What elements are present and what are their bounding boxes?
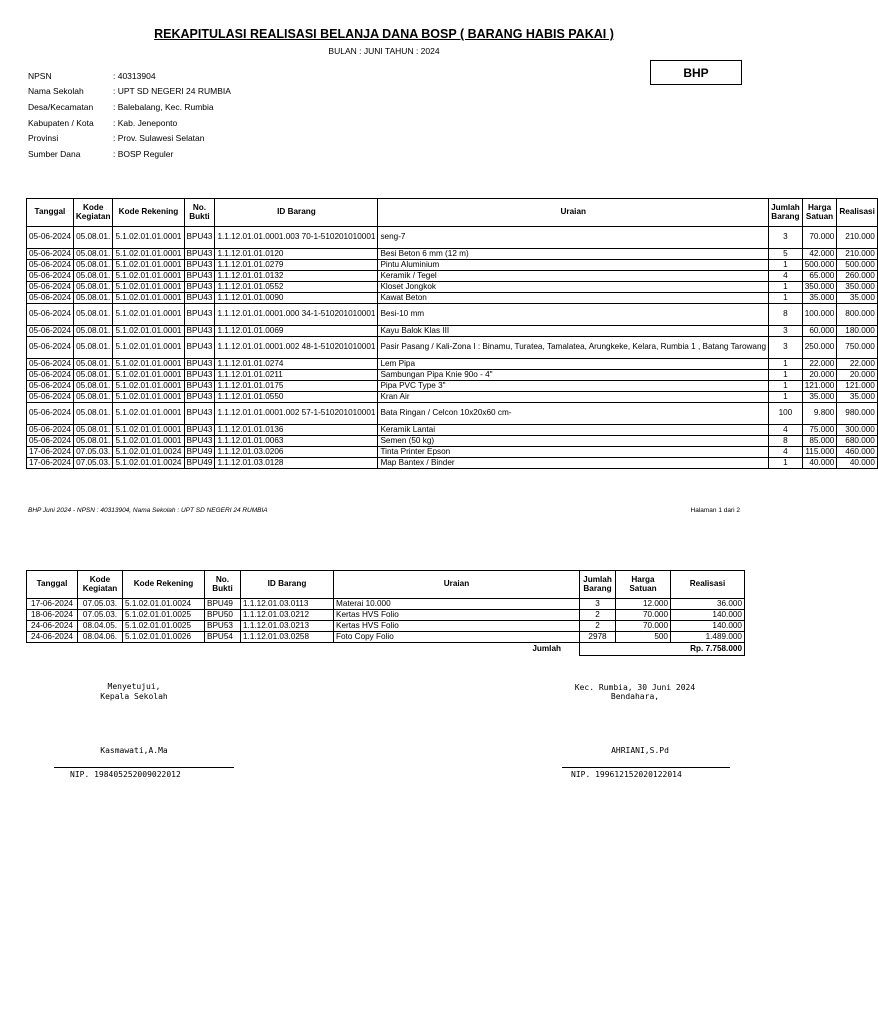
cell-kode-kegiatan: 05.08.01.	[73, 370, 113, 381]
cell-kode-kegiatan: 05.08.01.	[73, 425, 113, 436]
table-row	[27, 436, 878, 447]
cell-uraian: Kayu Balok Klas III	[378, 326, 769, 337]
total-label: Jumlah	[27, 643, 580, 656]
cell-id-barang: 1.1.12.01.03.0206	[215, 447, 378, 458]
cell-uraian: Besi Beton 6 mm (12 m)	[378, 249, 769, 260]
info-row	[28, 99, 231, 115]
info-label: Provinsi	[28, 133, 59, 144]
cell-kode-kegiatan: 05.08.01.	[73, 326, 113, 337]
signature-line-left	[54, 767, 234, 768]
cell-harga-satuan: 70.000	[802, 227, 837, 249]
cell-harga-satuan: 500.000	[802, 260, 837, 271]
cell-jumlah-barang: 8	[769, 304, 803, 326]
cell-no-bukti: BPU43	[184, 359, 215, 370]
cell-no-bukti: BPU43	[184, 282, 215, 293]
info-value: : Prov. Sulawesi Selatan	[113, 133, 205, 144]
cell-jumlah-barang: 2	[580, 621, 616, 632]
cell-jumlah-barang: 1	[769, 458, 803, 469]
cell-realisasi: 121.000	[837, 381, 878, 392]
cell-harga-satuan: 121.000	[802, 381, 837, 392]
cell-no-bukti: BPU43	[184, 260, 215, 271]
cell-tanggal: 05-06-2024	[27, 381, 74, 392]
table-row	[27, 293, 878, 304]
cell-harga-satuan: 40.000	[802, 458, 837, 469]
cell-id-barang: 1.1.12.01.01.0001.002 57-1-510201010001	[215, 403, 378, 425]
col-tanggal: Tanggal	[27, 199, 74, 227]
treasurer-name: AHRIANI,S.Pd	[611, 746, 669, 755]
table-row	[27, 260, 878, 271]
cell-tanggal: 05-06-2024	[27, 282, 74, 293]
info-label: Nama Sekolah	[28, 86, 84, 97]
cell-tanggal: 05-06-2024	[27, 359, 74, 370]
cell-harga-satuan: 70.000	[616, 621, 671, 632]
cell-kode-rekening: 5.1.02.01.01.0001	[113, 304, 184, 326]
cell-realisasi: 35.000	[837, 293, 878, 304]
cell-realisasi: 460.000	[837, 447, 878, 458]
cell-uraian: Pintu Aluminium	[378, 260, 769, 271]
col-jumlah-barang: Jumlah Barang	[769, 199, 803, 227]
col-jumlah-barang: Jumlah Barang	[580, 571, 616, 599]
cell-no-bukti: BPU54	[205, 632, 241, 643]
cell-jumlah-barang: 5	[769, 249, 803, 260]
cell-kode-rekening: 5.1.02.01.01.0001	[113, 403, 184, 425]
cell-kode-kegiatan: 05.08.01.	[73, 436, 113, 447]
col-harga-satuan: Harga Satuan	[616, 571, 671, 599]
table-row	[27, 282, 878, 293]
cell-tanggal: 05-06-2024	[27, 260, 74, 271]
cell-id-barang: 1.1.12.01.01.0090	[215, 293, 378, 304]
cell-no-bukti: BPU49	[205, 599, 241, 610]
cell-kode-rekening: 5.1.02.01.01.0001	[113, 337, 184, 359]
cell-jumlah-barang: 8	[769, 436, 803, 447]
info-value: : Balebalang, Kec. Rumbia	[113, 101, 214, 112]
cell-jumlah-barang: 1	[769, 392, 803, 403]
col-kode-kegiatan: Kode Kegiatan	[78, 571, 123, 599]
cell-realisasi: 300.000	[837, 425, 878, 436]
info-value: : 40313904	[113, 70, 156, 81]
cell-jumlah-barang: 100	[769, 403, 803, 425]
table-row	[27, 610, 745, 621]
cell-id-barang: 1.1.12.01.01.0001.003 70-1-510201010001	[215, 227, 378, 249]
cell-uraian: Kertas HVS Folio	[334, 621, 580, 632]
cell-no-bukti: BPU43	[184, 425, 215, 436]
cell-kode-kegiatan: 05.08.01.	[73, 227, 113, 249]
cell-harga-satuan: 70.000	[616, 610, 671, 621]
cell-no-bukti: BPU50	[205, 610, 241, 621]
cell-uraian: Kawat Beton	[378, 293, 769, 304]
cell-tanggal: 05-06-2024	[27, 425, 74, 436]
table-row	[27, 304, 878, 326]
cell-id-barang: 1.1.12.01.03.0258	[241, 632, 334, 643]
cell-jumlah-barang: 2	[580, 610, 616, 621]
cell-kode-kegiatan: 08.04.06.	[78, 632, 123, 643]
cell-realisasi: 180.000	[837, 326, 878, 337]
cell-realisasi: 20.000	[837, 370, 878, 381]
table-row	[27, 447, 878, 458]
cell-id-barang: 1.1.12.01.01.0552	[215, 282, 378, 293]
info-label: Kabupaten / Kota	[28, 117, 94, 128]
cell-jumlah-barang: 3	[769, 326, 803, 337]
treasurer-role: Bendahara,	[610, 692, 660, 701]
cell-harga-satuan: 12.000	[616, 599, 671, 610]
info-label: Sumber Dana	[28, 148, 81, 159]
cell-realisasi: 210.000	[837, 249, 878, 260]
cell-tanggal: 05-06-2024	[27, 326, 74, 337]
cell-harga-satuan: 65.000	[802, 271, 837, 282]
cell-id-barang: 1.1.12.01.01.0136	[215, 425, 378, 436]
cell-kode-kegiatan: 05.08.01.	[73, 359, 113, 370]
signature-line-right	[562, 767, 730, 768]
cell-kode-rekening: 5.1.02.01.01.0001	[113, 370, 184, 381]
col-no-bukti: No. Bukti	[184, 199, 215, 227]
document-subtitle: BULAN : JUNI TAHUN : 2024	[328, 46, 440, 56]
cell-uraian: Kloset Jongkok	[378, 282, 769, 293]
table-row	[27, 337, 878, 359]
cell-uraian: Map Bantex / Binder	[378, 458, 769, 469]
cell-kode-rekening: 5.1.02.01.01.0001	[113, 260, 184, 271]
cell-realisasi: 750.000	[837, 337, 878, 359]
cell-id-barang: 1.1.12.01.03.0213	[241, 621, 334, 632]
cell-harga-satuan: 115.000	[802, 447, 837, 458]
table-header-row	[27, 199, 878, 227]
col-realisasi: Realisasi	[671, 571, 745, 599]
cell-kode-kegiatan: 07.05.03.	[73, 447, 113, 458]
cell-jumlah-barang: 4	[769, 447, 803, 458]
cell-tanggal: 18-06-2024	[27, 610, 78, 621]
cell-realisasi: 680.000	[837, 436, 878, 447]
info-row	[28, 130, 231, 146]
cell-realisasi: 350.000	[837, 282, 878, 293]
cell-realisasi: 210.000	[837, 227, 878, 249]
table-row	[27, 326, 878, 337]
cell-kode-kegiatan: 05.08.01.	[73, 293, 113, 304]
table-row	[27, 621, 745, 632]
info-value: : UPT SD NEGERI 24 RUMBIA	[113, 86, 231, 97]
info-value: : Kab. Jeneponto	[113, 117, 178, 128]
cell-uraian: seng-7	[378, 227, 769, 249]
cell-no-bukti: BPU43	[184, 227, 215, 249]
cell-realisasi: 40.000	[837, 458, 878, 469]
table-row	[27, 359, 878, 370]
cell-uraian: Semen (50 kg)	[378, 436, 769, 447]
approval-label: Menyetujui,	[107, 682, 161, 691]
cell-realisasi: 22.000	[837, 359, 878, 370]
cell-harga-satuan: 35.000	[802, 392, 837, 403]
cell-realisasi: 140.000	[671, 621, 745, 632]
cell-kode-kegiatan: 08.04.05.	[78, 621, 123, 632]
total-row	[27, 643, 745, 656]
cell-kode-rekening: 5.1.02.01.01.0025	[123, 621, 205, 632]
cell-jumlah-barang: 3	[769, 227, 803, 249]
cell-jumlah-barang: 1	[769, 282, 803, 293]
expense-table-page2	[26, 570, 745, 656]
cell-no-bukti: BPU53	[205, 621, 241, 632]
cell-tanggal: 05-06-2024	[27, 304, 74, 326]
document-title: REKAPITULASI REALISASI BELANJA DANA BOSP ( BARANG HABIS PAKAI )	[154, 27, 614, 41]
cell-kode-kegiatan: 05.08.01.	[73, 304, 113, 326]
table-row	[27, 458, 878, 469]
bhp-badge: BHP	[650, 60, 742, 85]
cell-kode-rekening: 5.1.02.01.01.0024	[123, 599, 205, 610]
cell-id-barang: 1.1.12.01.03.0113	[241, 599, 334, 610]
cell-no-bukti: BPU43	[184, 337, 215, 359]
info-row	[28, 68, 231, 84]
cell-kode-rekening: 5.1.02.01.01.0001	[113, 381, 184, 392]
table-row	[27, 370, 878, 381]
info-row	[28, 84, 231, 100]
col-kode-rekening: Kode Rekening	[113, 199, 184, 227]
col-kode-kegiatan: Kode Kegiatan	[73, 199, 113, 227]
col-realisasi: Realisasi	[837, 199, 878, 227]
cell-id-barang: 1.1.12.01.01.0175	[215, 381, 378, 392]
cell-jumlah-barang: 1	[769, 293, 803, 304]
cell-harga-satuan: 22.000	[802, 359, 837, 370]
col-harga-satuan: Harga Satuan	[802, 199, 837, 227]
info-row	[28, 146, 231, 162]
cell-tanggal: 05-06-2024	[27, 436, 74, 447]
cell-uraian: Bata Ringan / Celcon 10x20x60 cm-	[378, 403, 769, 425]
info-label: Desa/Kecamatan	[28, 101, 94, 112]
cell-tanggal: 05-06-2024	[27, 293, 74, 304]
cell-kode-kegiatan: 07.05.03.	[73, 458, 113, 469]
cell-realisasi: 800.000	[837, 304, 878, 326]
cell-realisasi: 1.489.000	[671, 632, 745, 643]
table-row	[27, 599, 745, 610]
col-tanggal: Tanggal	[27, 571, 78, 599]
cell-jumlah-barang: 1	[769, 260, 803, 271]
cell-harga-satuan: 350.000	[802, 282, 837, 293]
cell-tanggal: 05-06-2024	[27, 249, 74, 260]
expense-table-page1	[26, 198, 878, 469]
cell-tanggal: 05-06-2024	[27, 403, 74, 425]
cell-no-bukti: BPU43	[184, 249, 215, 260]
cell-realisasi: 36.000	[671, 599, 745, 610]
table-row	[27, 403, 878, 425]
cell-tanggal: 17-06-2024	[27, 599, 78, 610]
cell-no-bukti: BPU43	[184, 304, 215, 326]
cell-realisasi: 260.000	[837, 271, 878, 282]
col-uraian: Uraian	[334, 571, 580, 599]
info-row	[28, 115, 231, 131]
col-kode-rekening: Kode Rekening	[123, 571, 205, 599]
headmaster-role: Kepala Sekolah	[100, 692, 168, 701]
cell-kode-kegiatan: 05.08.01.	[73, 282, 113, 293]
info-value: : BOSP Reguler	[113, 148, 174, 159]
cell-uraian: Keramik / Tegel	[378, 271, 769, 282]
cell-harga-satuan: 35.000	[802, 293, 837, 304]
cell-kode-kegiatan: 05.08.01.	[73, 271, 113, 282]
cell-realisasi: 980.000	[837, 403, 878, 425]
cell-tanggal: 24-06-2024	[27, 632, 78, 643]
page-footer-left: BHP Juni 2024 - NPSN : 40313904, Nama Sekolah : UPT SD NEGERI 24 RUMBIA	[28, 507, 268, 514]
cell-jumlah-barang: 3	[580, 599, 616, 610]
cell-no-bukti: BPU49	[184, 458, 215, 469]
headmaster-nip: NIP. 198405252009022012	[70, 770, 181, 779]
cell-kode-rekening: 5.1.02.01.01.0001	[113, 271, 184, 282]
table-row	[27, 425, 878, 436]
table-row	[27, 249, 878, 260]
table-row	[27, 381, 878, 392]
cell-no-bukti: BPU49	[184, 447, 215, 458]
cell-harga-satuan: 20.000	[802, 370, 837, 381]
cell-kode-rekening: 5.1.02.01.01.0001	[113, 249, 184, 260]
cell-id-barang: 1.1.12.01.01.0132	[215, 271, 378, 282]
cell-uraian: Sambungan Pipa Knie 90o - 4"	[378, 370, 769, 381]
cell-kode-rekening: 5.1.02.01.01.0001	[113, 359, 184, 370]
cell-uraian: Materai 10.000	[334, 599, 580, 610]
table-header-row	[27, 571, 745, 599]
cell-kode-rekening: 5.1.02.01.01.0024	[113, 447, 184, 458]
cell-no-bukti: BPU43	[184, 403, 215, 425]
cell-uraian: Pasir Pasang / Kali-Zona I : Binamu, Turatea, Tamalatea, Arungkeke, Kelara, Rumbia 1 , Batang Tarowang	[378, 337, 769, 359]
cell-id-barang: 1.1.12.01.01.0120	[215, 249, 378, 260]
cell-kode-kegiatan: 05.08.01.	[73, 249, 113, 260]
cell-uraian: Lem Pipa	[378, 359, 769, 370]
cell-id-barang: 1.1.12.01.01.0274	[215, 359, 378, 370]
cell-harga-satuan: 100.000	[802, 304, 837, 326]
cell-kode-kegiatan: 07.05.03.	[78, 599, 123, 610]
cell-uraian: Pipa PVC Type 3"	[378, 381, 769, 392]
cell-jumlah-barang: 4	[769, 271, 803, 282]
cell-realisasi: 500.000	[837, 260, 878, 271]
cell-tanggal: 05-06-2024	[27, 392, 74, 403]
cell-kode-rekening: 5.1.02.01.01.0024	[113, 458, 184, 469]
cell-harga-satuan: 75.000	[802, 425, 837, 436]
cell-tanggal: 05-06-2024	[27, 370, 74, 381]
cell-tanggal: 24-06-2024	[27, 621, 78, 632]
cell-uraian: Kertas HVS Folio	[334, 610, 580, 621]
cell-harga-satuan: 60.000	[802, 326, 837, 337]
cell-kode-rekening: 5.1.02.01.01.0001	[113, 293, 184, 304]
col-id-barang: ID Barang	[241, 571, 334, 599]
cell-jumlah-barang: 1	[769, 370, 803, 381]
cell-jumlah-barang: 1	[769, 381, 803, 392]
col-no-bukti: No. Bukti	[205, 571, 241, 599]
cell-kode-rekening: 5.1.02.01.01.0001	[113, 326, 184, 337]
cell-id-barang: 1.1.12.01.01.0279	[215, 260, 378, 271]
cell-kode-kegiatan: 07.05.03.	[78, 610, 123, 621]
cell-realisasi: 35.000	[837, 392, 878, 403]
cell-tanggal: 17-06-2024	[27, 458, 74, 469]
cell-no-bukti: BPU43	[184, 370, 215, 381]
cell-tanggal: 17-06-2024	[27, 447, 74, 458]
cell-no-bukti: BPU43	[184, 293, 215, 304]
cell-tanggal: 05-06-2024	[27, 337, 74, 359]
cell-no-bukti: BPU43	[184, 271, 215, 282]
info-label: NPSN	[28, 70, 52, 81]
cell-no-bukti: BPU43	[184, 436, 215, 447]
cell-id-barang: 1.1.12.01.01.0211	[215, 370, 378, 381]
cell-kode-rekening: 5.1.02.01.01.0001	[113, 436, 184, 447]
treasurer-nip: NIP. 199612152020122014	[571, 770, 682, 779]
cell-kode-rekening: 5.1.02.01.01.0001	[113, 282, 184, 293]
table-row	[27, 271, 878, 282]
cell-kode-rekening: 5.1.02.01.01.0025	[123, 610, 205, 621]
page-number: Halaman 1 dari 2	[690, 507, 740, 514]
cell-kode-kegiatan: 05.08.01.	[73, 381, 113, 392]
headmaster-name: Kasmawati,A.Ma	[100, 746, 168, 755]
cell-uraian: Foto Copy Folio	[334, 632, 580, 643]
cell-harga-satuan: 9.800	[802, 403, 837, 425]
cell-id-barang: 1.1.12.01.03.0212	[241, 610, 334, 621]
cell-kode-kegiatan: 05.08.01.	[73, 403, 113, 425]
cell-jumlah-barang: 1	[769, 359, 803, 370]
cell-id-barang: 1.1.12.01.01.0001.002 48-1-510201010001	[215, 337, 378, 359]
cell-kode-rekening: 5.1.02.01.01.0001	[113, 425, 184, 436]
col-uraian: Uraian	[378, 199, 769, 227]
cell-harga-satuan: 250.000	[802, 337, 837, 359]
cell-id-barang: 1.1.12.01.01.0069	[215, 326, 378, 337]
cell-no-bukti: BPU43	[184, 326, 215, 337]
cell-jumlah-barang: 2978	[580, 632, 616, 643]
cell-tanggal: 05-06-2024	[27, 271, 74, 282]
cell-id-barang: 1.1.12.01.03.0128	[215, 458, 378, 469]
cell-harga-satuan: 85.000	[802, 436, 837, 447]
cell-no-bukti: BPU43	[184, 381, 215, 392]
cell-jumlah-barang: 4	[769, 425, 803, 436]
school-info	[28, 68, 231, 162]
cell-harga-satuan: 500	[616, 632, 671, 643]
cell-id-barang: 1.1.12.01.01.0550	[215, 392, 378, 403]
cell-kode-kegiatan: 05.08.01.	[73, 392, 113, 403]
cell-tanggal: 05-06-2024	[27, 227, 74, 249]
cell-kode-rekening: 5.1.02.01.01.0001	[113, 227, 184, 249]
cell-kode-kegiatan: 05.08.01.	[73, 337, 113, 359]
col-id-barang: ID Barang	[215, 199, 378, 227]
cell-no-bukti: BPU43	[184, 392, 215, 403]
cell-id-barang: 1.1.12.01.01.0063	[215, 436, 378, 447]
cell-uraian: Tinta Printer Epson	[378, 447, 769, 458]
table-row	[27, 227, 878, 249]
cell-kode-rekening: 5.1.02.01.01.0026	[123, 632, 205, 643]
place-date: Kec. Rumbia, 30 Juni 2024	[574, 683, 696, 692]
cell-jumlah-barang: 3	[769, 337, 803, 359]
cell-uraian: Keramik Lantai	[378, 425, 769, 436]
total-value: Rp. 7.758.000	[580, 643, 745, 656]
table-row	[27, 392, 878, 403]
cell-kode-rekening: 5.1.02.01.01.0001	[113, 392, 184, 403]
cell-harga-satuan: 42.000	[802, 249, 837, 260]
table-row	[27, 632, 745, 643]
cell-id-barang: 1.1.12.01.01.0001.000 34-1-510201010001	[215, 304, 378, 326]
cell-uraian: Besi-10 mm	[378, 304, 769, 326]
cell-kode-kegiatan: 05.08.01.	[73, 260, 113, 271]
cell-realisasi: 140.000	[671, 610, 745, 621]
cell-uraian: Kran Air	[378, 392, 769, 403]
